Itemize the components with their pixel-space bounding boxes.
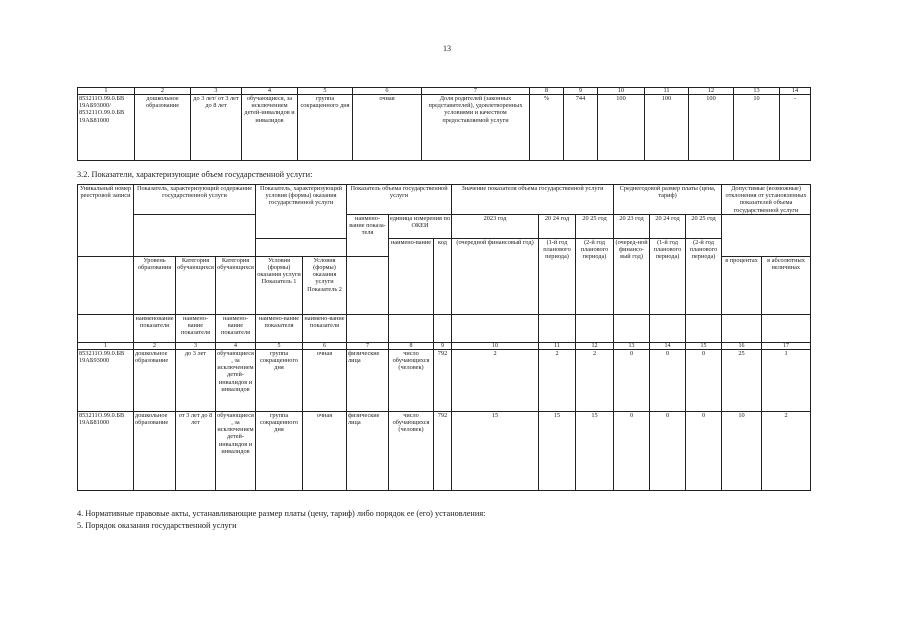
- section-3-2-heading: 3.2. Показатели, характеризующие объем государственной услуги:: [77, 170, 313, 179]
- h-p2025-sub: (2-й год планового периода): [686, 238, 722, 314]
- h-name: наимено-вание показа-теля: [347, 214, 389, 256]
- t2-cell: дошкольное образование: [134, 411, 176, 490]
- t2-cell: обучающиеся, за исключением детей-инвалидов и инвалидов: [216, 411, 256, 490]
- h-y2024-sub: (1-й год планового периода): [539, 238, 576, 314]
- t2-cell: число обучающихся (человек): [389, 411, 434, 490]
- t2-row: [78, 411, 811, 490]
- h-content: Показатель, характеризующий содержание государственной услуги: [134, 185, 256, 215]
- t1-cell: Доля родителей (законных представителей), удовлетворенных условиями и качеством предоставляемой услуги: [422, 95, 530, 161]
- h-u2: Условия (формы) оказания услуги Показатель 2: [303, 256, 347, 314]
- t2-cell: группа сокращенного дня: [256, 349, 303, 411]
- t1-cell: -: [780, 95, 811, 161]
- t2-cell: обучающиеся, за исключением детей-инвалидов и инвалидов: [216, 349, 256, 411]
- t2-cell: 0: [614, 411, 650, 490]
- t1-cell: 100: [598, 95, 645, 161]
- t2-cell: физические лица: [347, 349, 389, 411]
- t2-cell: очная: [303, 349, 347, 411]
- h-p2023: 20 23 год: [614, 214, 650, 238]
- h-y2023-sub: (очередной финансовый год): [452, 238, 539, 314]
- h-price: Среднегодовой размер платы (цена, тариф): [614, 185, 722, 215]
- h-unit-name: наимено-вание: [389, 238, 434, 314]
- section-4-text: 4. Нормативные правовые акты, устанавливающие размер платы (цену, тариф) либо порядок ее (его) установления:: [77, 509, 486, 518]
- t2-col-number: 15: [686, 342, 722, 349]
- h-unique: Уникальный номер реестровой записи: [78, 185, 134, 257]
- h-y2024: 20 24 год: [539, 214, 576, 238]
- t1-col-number: 9: [564, 88, 598, 95]
- t2-cell: 0: [686, 349, 722, 411]
- t1-col-number: 13: [734, 88, 780, 95]
- t2-row: [78, 349, 811, 411]
- t2-cell: очная: [303, 411, 347, 490]
- t2-cell: 853211О.99.0.БВ 19АБ81000: [78, 411, 134, 490]
- t2-col-number: 13: [614, 342, 650, 349]
- t2-cell: 15: [539, 411, 576, 490]
- t1-col-number: 5: [298, 88, 353, 95]
- t2-cell: 0: [686, 411, 722, 490]
- h-volume: Показатель объема государственной услуги: [347, 185, 452, 215]
- h-p2025: 20 25 год: [686, 214, 722, 238]
- t1-col-number: 11: [645, 88, 689, 95]
- section-5-text: 5. Порядок оказания государственной услуги: [77, 521, 237, 530]
- t2-cell: 0: [650, 349, 686, 411]
- t1-cell: очная: [353, 95, 422, 161]
- t1-row: [78, 95, 811, 161]
- h-nm1: наименование показателя: [134, 314, 176, 342]
- t2-cell: 0: [650, 411, 686, 490]
- t2-col-number: 11: [539, 342, 576, 349]
- t1-col-number: 7: [422, 88, 530, 95]
- t2-col-number: 6: [303, 342, 347, 349]
- h-c2: Категория обучающихся: [176, 256, 216, 314]
- t2-col-number: 8: [389, 342, 434, 349]
- t2-col-number: 16: [722, 342, 762, 349]
- h-p2023-sub: (очеред-ной финансо-вый год): [614, 238, 650, 314]
- t2-col-number: 5: [256, 342, 303, 349]
- h-c1: Уровень образования: [134, 256, 176, 314]
- h-u1: Условия (формы) оказания услуги Показатель 1: [256, 256, 303, 314]
- h-y2025-sub: (2-й год планового периода): [576, 238, 614, 314]
- t2-cell: число обучающихся (человек): [389, 349, 434, 411]
- page-number: 13: [443, 44, 451, 53]
- t2-cell: от 3 лет до 8 лет: [176, 411, 216, 490]
- t1-header-numbers: [78, 88, 811, 95]
- t1-col-number: 2: [135, 88, 191, 95]
- h-deviation: Допустимые (возможные) отклонения от установленных показателей объема государственной услуги: [722, 185, 811, 215]
- h-y2023: 2023 год: [452, 214, 539, 238]
- t1-col-number: 1: [78, 88, 135, 95]
- t2-cell: дошкольное образование: [134, 349, 176, 411]
- t1-cell: обучающиеся, за исключением детей-инвалидов и инвалидов: [242, 95, 298, 161]
- t2-col-number: 14: [650, 342, 686, 349]
- t1-cell: дошкольное образование: [135, 95, 191, 161]
- t1-col-number: 4: [242, 88, 298, 95]
- t2-header-numbers: [78, 342, 811, 349]
- h-nm2: наимено-вание показателя: [176, 314, 216, 342]
- h-value: Значение показателя объема государственной услуги: [452, 185, 614, 215]
- t2-col-number: 4: [216, 342, 256, 349]
- t2-cell: 2: [576, 349, 614, 411]
- t1-col-number: 3: [191, 88, 242, 95]
- t1-col-number: 12: [689, 88, 734, 95]
- t2-cell: 1: [762, 349, 811, 411]
- t1-cell: группа сокращенного дня: [298, 95, 353, 161]
- t1-cell: 744: [564, 95, 598, 161]
- t2-cell: 15: [452, 411, 539, 490]
- h-unit-code: код: [434, 238, 452, 314]
- t2-cell: 10: [722, 411, 762, 490]
- t2-col-number: 7: [347, 342, 389, 349]
- h-unit: единица измерения по ОКЕИ: [389, 214, 452, 238]
- h-p2024: 20 24 год: [650, 214, 686, 238]
- t1-cell: до 3 лет/ от 3 лет до 8 лет: [191, 95, 242, 161]
- t1-col-number: 14: [780, 88, 811, 95]
- t2-cell: 2: [452, 349, 539, 411]
- t2-col-number: 3: [176, 342, 216, 349]
- t1-cell: 10: [734, 95, 780, 161]
- t2-cell: 792: [434, 349, 452, 411]
- t1-col-number: 8: [530, 88, 564, 95]
- t2-cell: физические лица: [347, 411, 389, 490]
- t2-col-number: 10: [452, 342, 539, 349]
- t2-col-number: 1: [78, 342, 134, 349]
- t2-cell: до 3 лет: [176, 349, 216, 411]
- t2-cell: 853211О.99.0.БВ 19АБ93000: [78, 349, 134, 411]
- h-nm3: наимено-вание показателя: [216, 314, 256, 342]
- t2-cell: 25: [722, 349, 762, 411]
- t2-cell: 792: [434, 411, 452, 490]
- quality-table: [77, 87, 811, 161]
- h-name-cont: [347, 256, 389, 314]
- h-p2024-sub: (1-й год планового периода): [650, 238, 686, 314]
- volume-table: [77, 184, 811, 491]
- t2-col-number: 2: [134, 342, 176, 349]
- h-conditions: Показатель, характеризующий условия (формы) оказания государственной услуги: [256, 185, 347, 239]
- h-pct: в процентах: [722, 256, 762, 314]
- t1-cell: 853211О.99.0.БВ 19АБ93000/ 853211О.99.0.БВ 19АБ81000: [78, 95, 135, 161]
- t2-col-number: 9: [434, 342, 452, 349]
- t1-col-number: 6: [353, 88, 422, 95]
- t1-cell: %: [530, 95, 564, 161]
- h-nm5: наимено-вание показателя: [303, 314, 347, 342]
- t1-col-number: 10: [598, 88, 645, 95]
- t2-col-number: 17: [762, 342, 811, 349]
- t2-col-number: 12: [576, 342, 614, 349]
- t2-cell: 2: [539, 349, 576, 411]
- h-nm4: наимено-вание показателя: [256, 314, 303, 342]
- h-abs: в абсолютных величинах: [762, 256, 811, 314]
- t2-cell: 0: [614, 349, 650, 411]
- t2-cell: 15: [576, 411, 614, 490]
- t1-cell: 100: [689, 95, 734, 161]
- t1-cell: 100: [645, 95, 689, 161]
- h-c3: Категория обучающихся: [216, 256, 256, 314]
- h-y2025: 20 25 год: [576, 214, 614, 238]
- t2-cell: группа сокращенного дня: [256, 411, 303, 490]
- t2-cell: 2: [762, 411, 811, 490]
